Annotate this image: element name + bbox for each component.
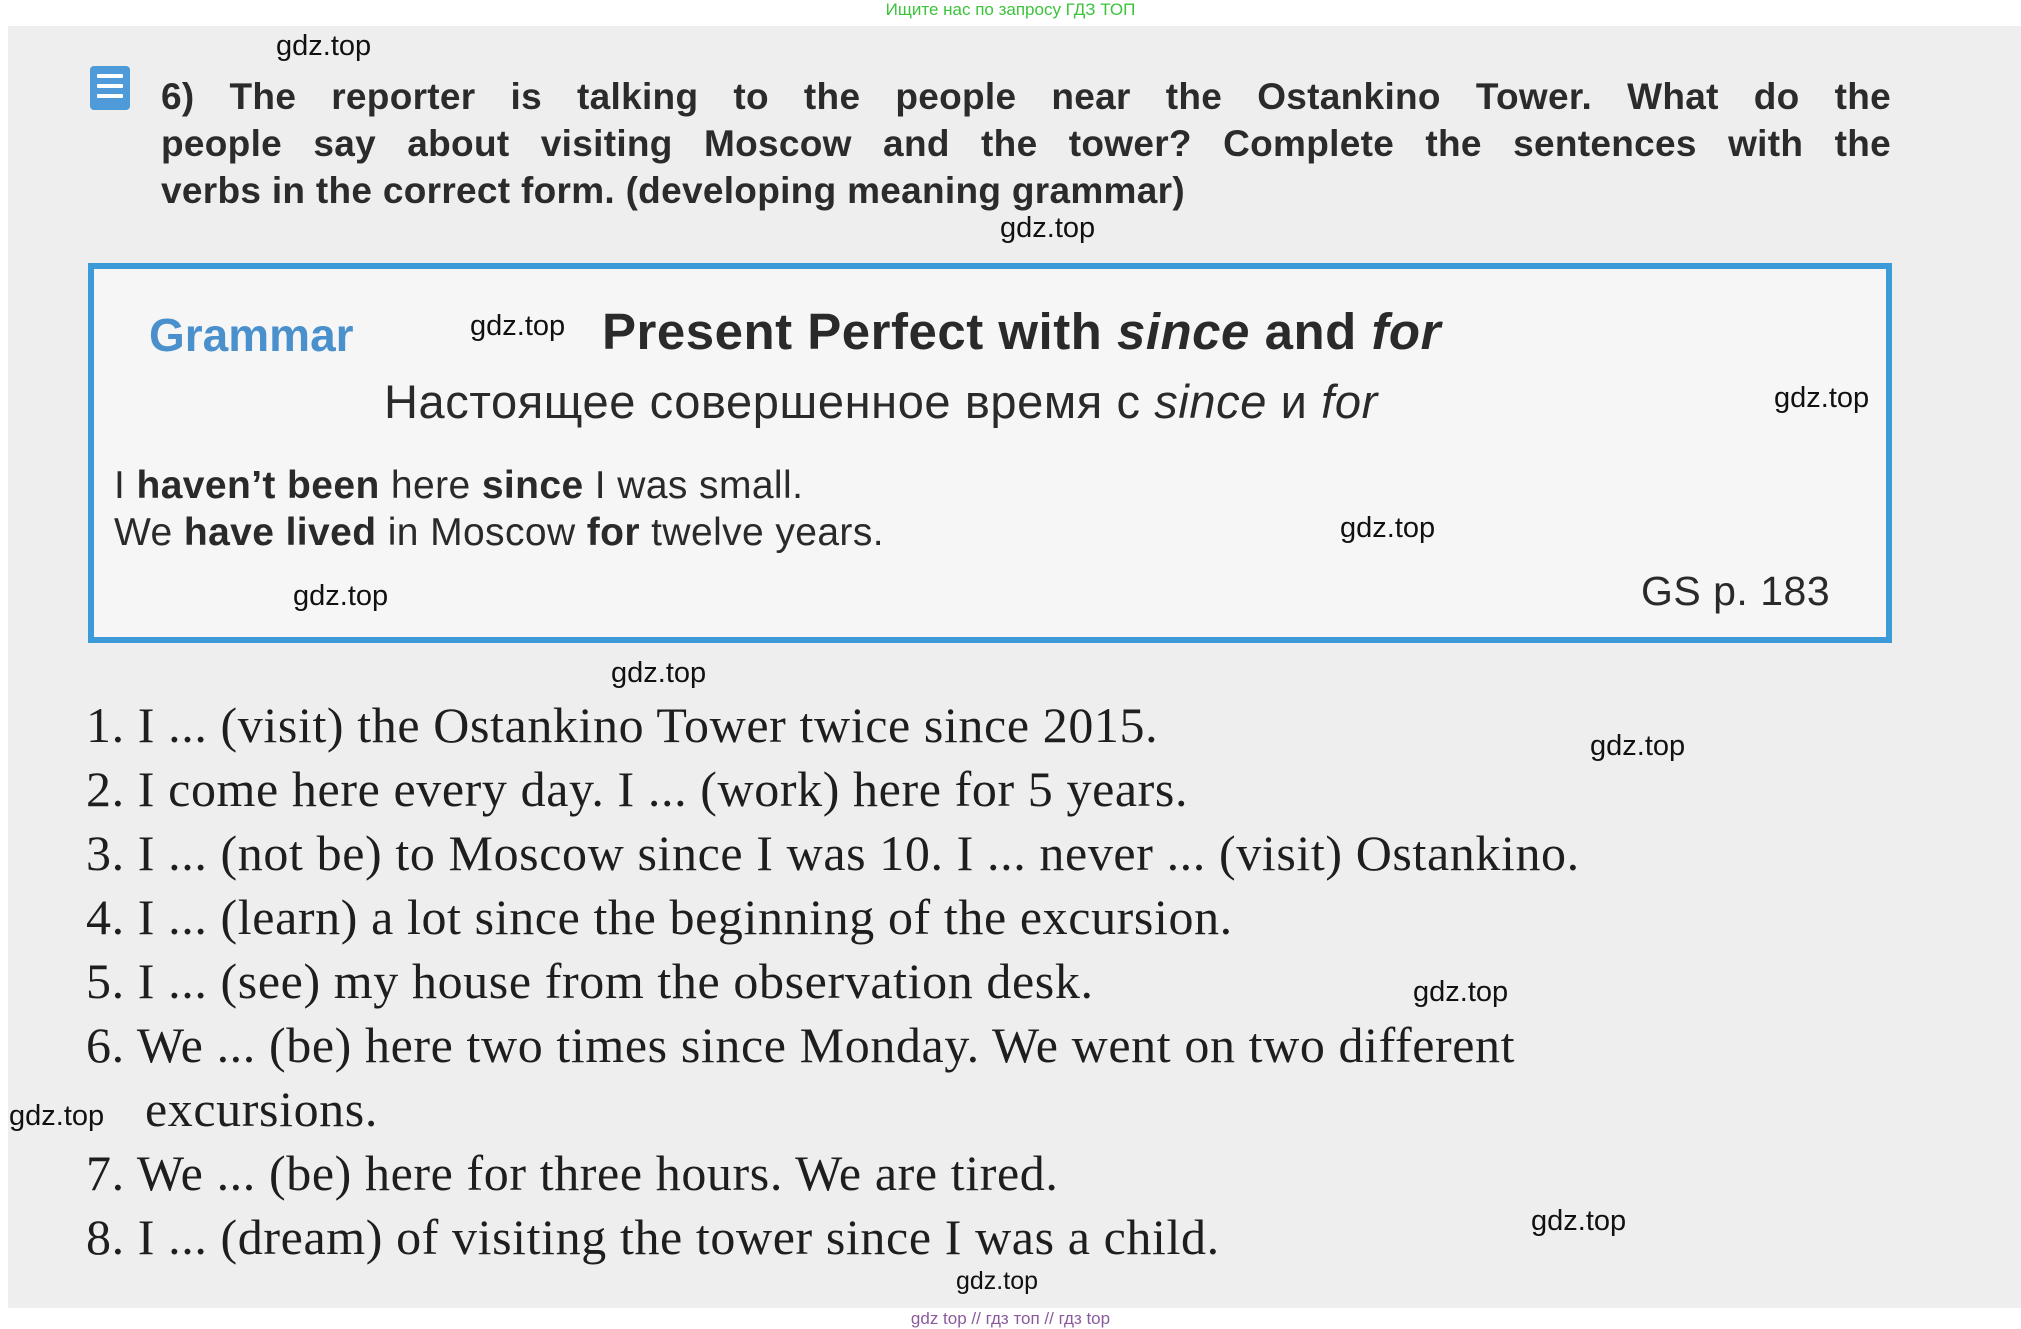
watermark: gdz.top (293, 580, 389, 612)
task-instruction (161, 73, 1891, 214)
watermark: gdz.top (1774, 382, 1870, 414)
task-line: people say about visiting Moscow and the tower? Complete the sentences with the (161, 123, 1891, 164)
task-line: 6) The reporter is talking to the people near the Ostankino Tower. What do the (161, 76, 1891, 117)
watermark: gdz.top (470, 310, 566, 342)
watermark: gdz.top (956, 1267, 1039, 1295)
exercise-item: 4. I ... (learn) a lot since the beginning of the excursion. (86, 889, 1233, 945)
exercise-item-continued: excursions. (145, 1081, 378, 1137)
exercise-item: 5. I ... (see) my house from the observation desk. (86, 953, 1094, 1009)
watermark: gdz.top (1340, 512, 1436, 544)
grammar-title: Present Perfect with since and for (602, 303, 1441, 360)
exercise-item: 8. I ... (dream) of visiting the tower since I was a child. (86, 1209, 1220, 1265)
watermark: gdz.top (276, 30, 372, 62)
exercise-item: 6. We ... (be) here two times since Monday. We went on two different (86, 1017, 1516, 1073)
site-footer-banner: gdz top // гдз топ // гдз top (910, 1309, 1111, 1328)
exercise-item: 1. I ... (visit) the Ostankino Tower twice since 2015. (86, 697, 1159, 753)
watermark: gdz.top (1590, 730, 1686, 762)
watermark: gdz.top (1531, 1205, 1627, 1237)
search-hint-banner: Ищите нас по запросу ГДЗ ТОП (885, 0, 1136, 19)
grammar-reference: GS p. 183 (1641, 568, 1831, 614)
grammar-subtitle: Настоящее совершенное время с since и for (384, 375, 1378, 428)
watermark: gdz.top (1000, 212, 1096, 244)
exercise-item: 7. We ... (be) here for three hours. We are tired. (86, 1145, 1059, 1201)
grammar-example-2: We have lived in Moscow for twelve years. (114, 511, 884, 554)
grammar-label: Grammar (149, 309, 354, 361)
watermark: gdz.top (9, 1100, 105, 1132)
document-lines-icon (90, 66, 130, 110)
grammar-example-1: I haven’t been here since I was small. (114, 464, 804, 507)
exercise-item: 3. I ... (not be) to Moscow since I was 10. I ... never ... (visit) Ostankino. (86, 825, 1580, 881)
watermark: gdz.top (1413, 976, 1509, 1008)
watermark: gdz.top (611, 657, 707, 689)
task-line: verbs in the correct form. (developing meaning grammar) (161, 170, 1185, 211)
exercise-item: 2. I come here every day. I ... (work) here for 5 years. (86, 761, 1189, 817)
